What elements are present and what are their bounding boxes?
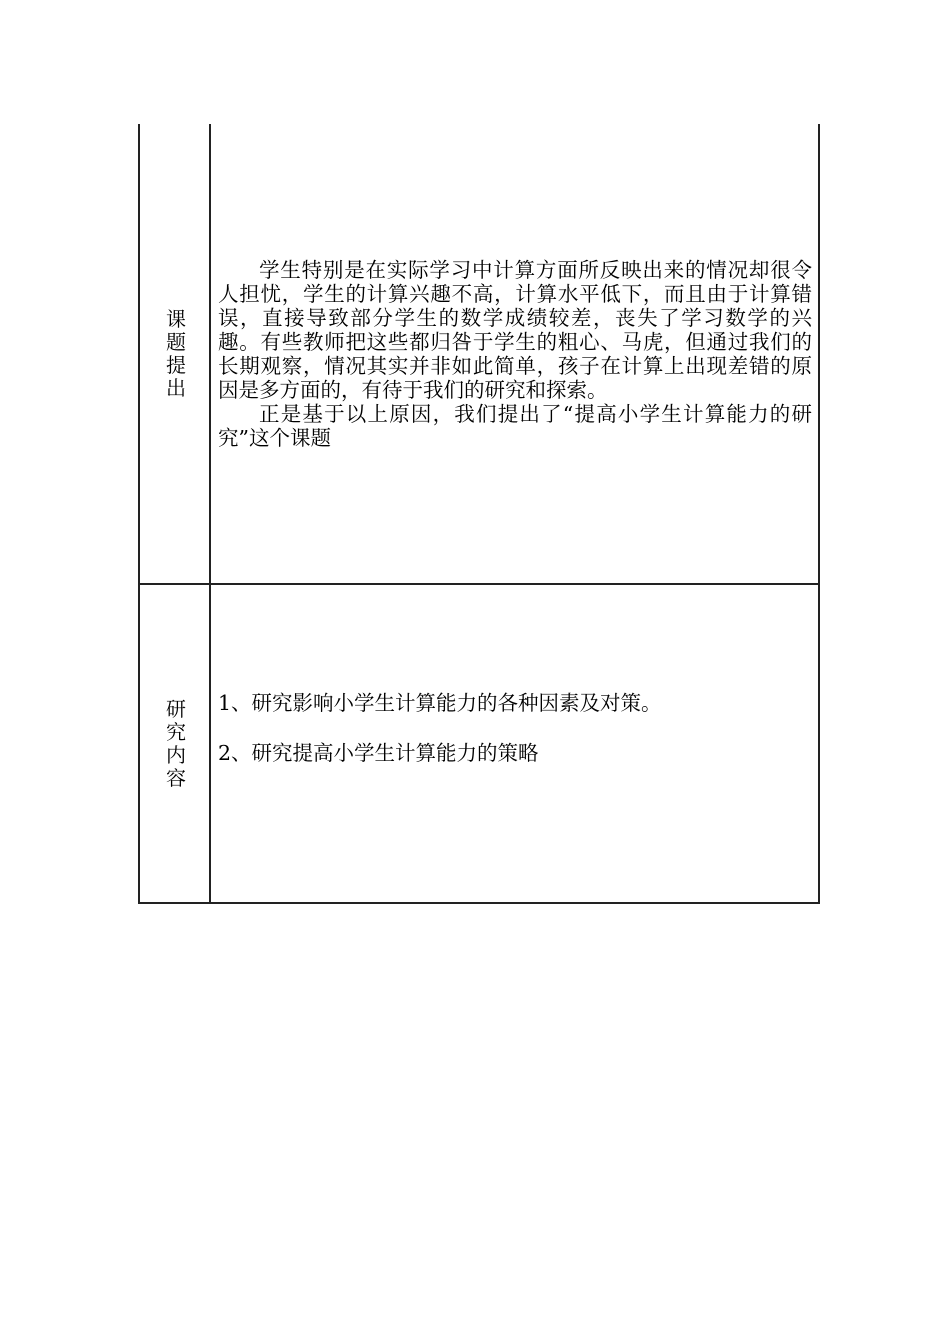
row-content-cell [218,584,812,904]
row-label-cell [138,124,210,584]
background-paragraph: 学生特别是在实际学习中计算方面所反映出来的情况却很令人担忧，学生的计算兴趣不高，计算水平低下，而且由于计算错误，直接导致部分学生的数学成绩较差，丧失了学习数学的兴趣。有些教师把这些都归咎于学生的粗心、马虎，但通过我们的长期观察，情况其实并非如此简单，孩子在计算上出现差错的原因是多方面的，有待于我们的研究和探索。 [218,258,812,402]
table-row-research-content [138,584,820,904]
research-item-1: 1、研究影响小学生计算能力的各种因素及对策。 [218,691,662,715]
document-table [138,124,820,904]
row-label-topic-proposal: 课题提出 [166,307,186,400]
table-row-topic-proposal [138,124,820,584]
row-label-cell [138,584,210,904]
research-item-2: 2、研究提高小学生计算能力的策略 [218,741,539,765]
topic-paragraph: 正是基于以上原因，我们提出了“提高小学生计算能力的研究”这个课题 [218,402,812,450]
row-content-cell [218,124,812,584]
row-label-research-content: 研究内容 [166,697,186,790]
